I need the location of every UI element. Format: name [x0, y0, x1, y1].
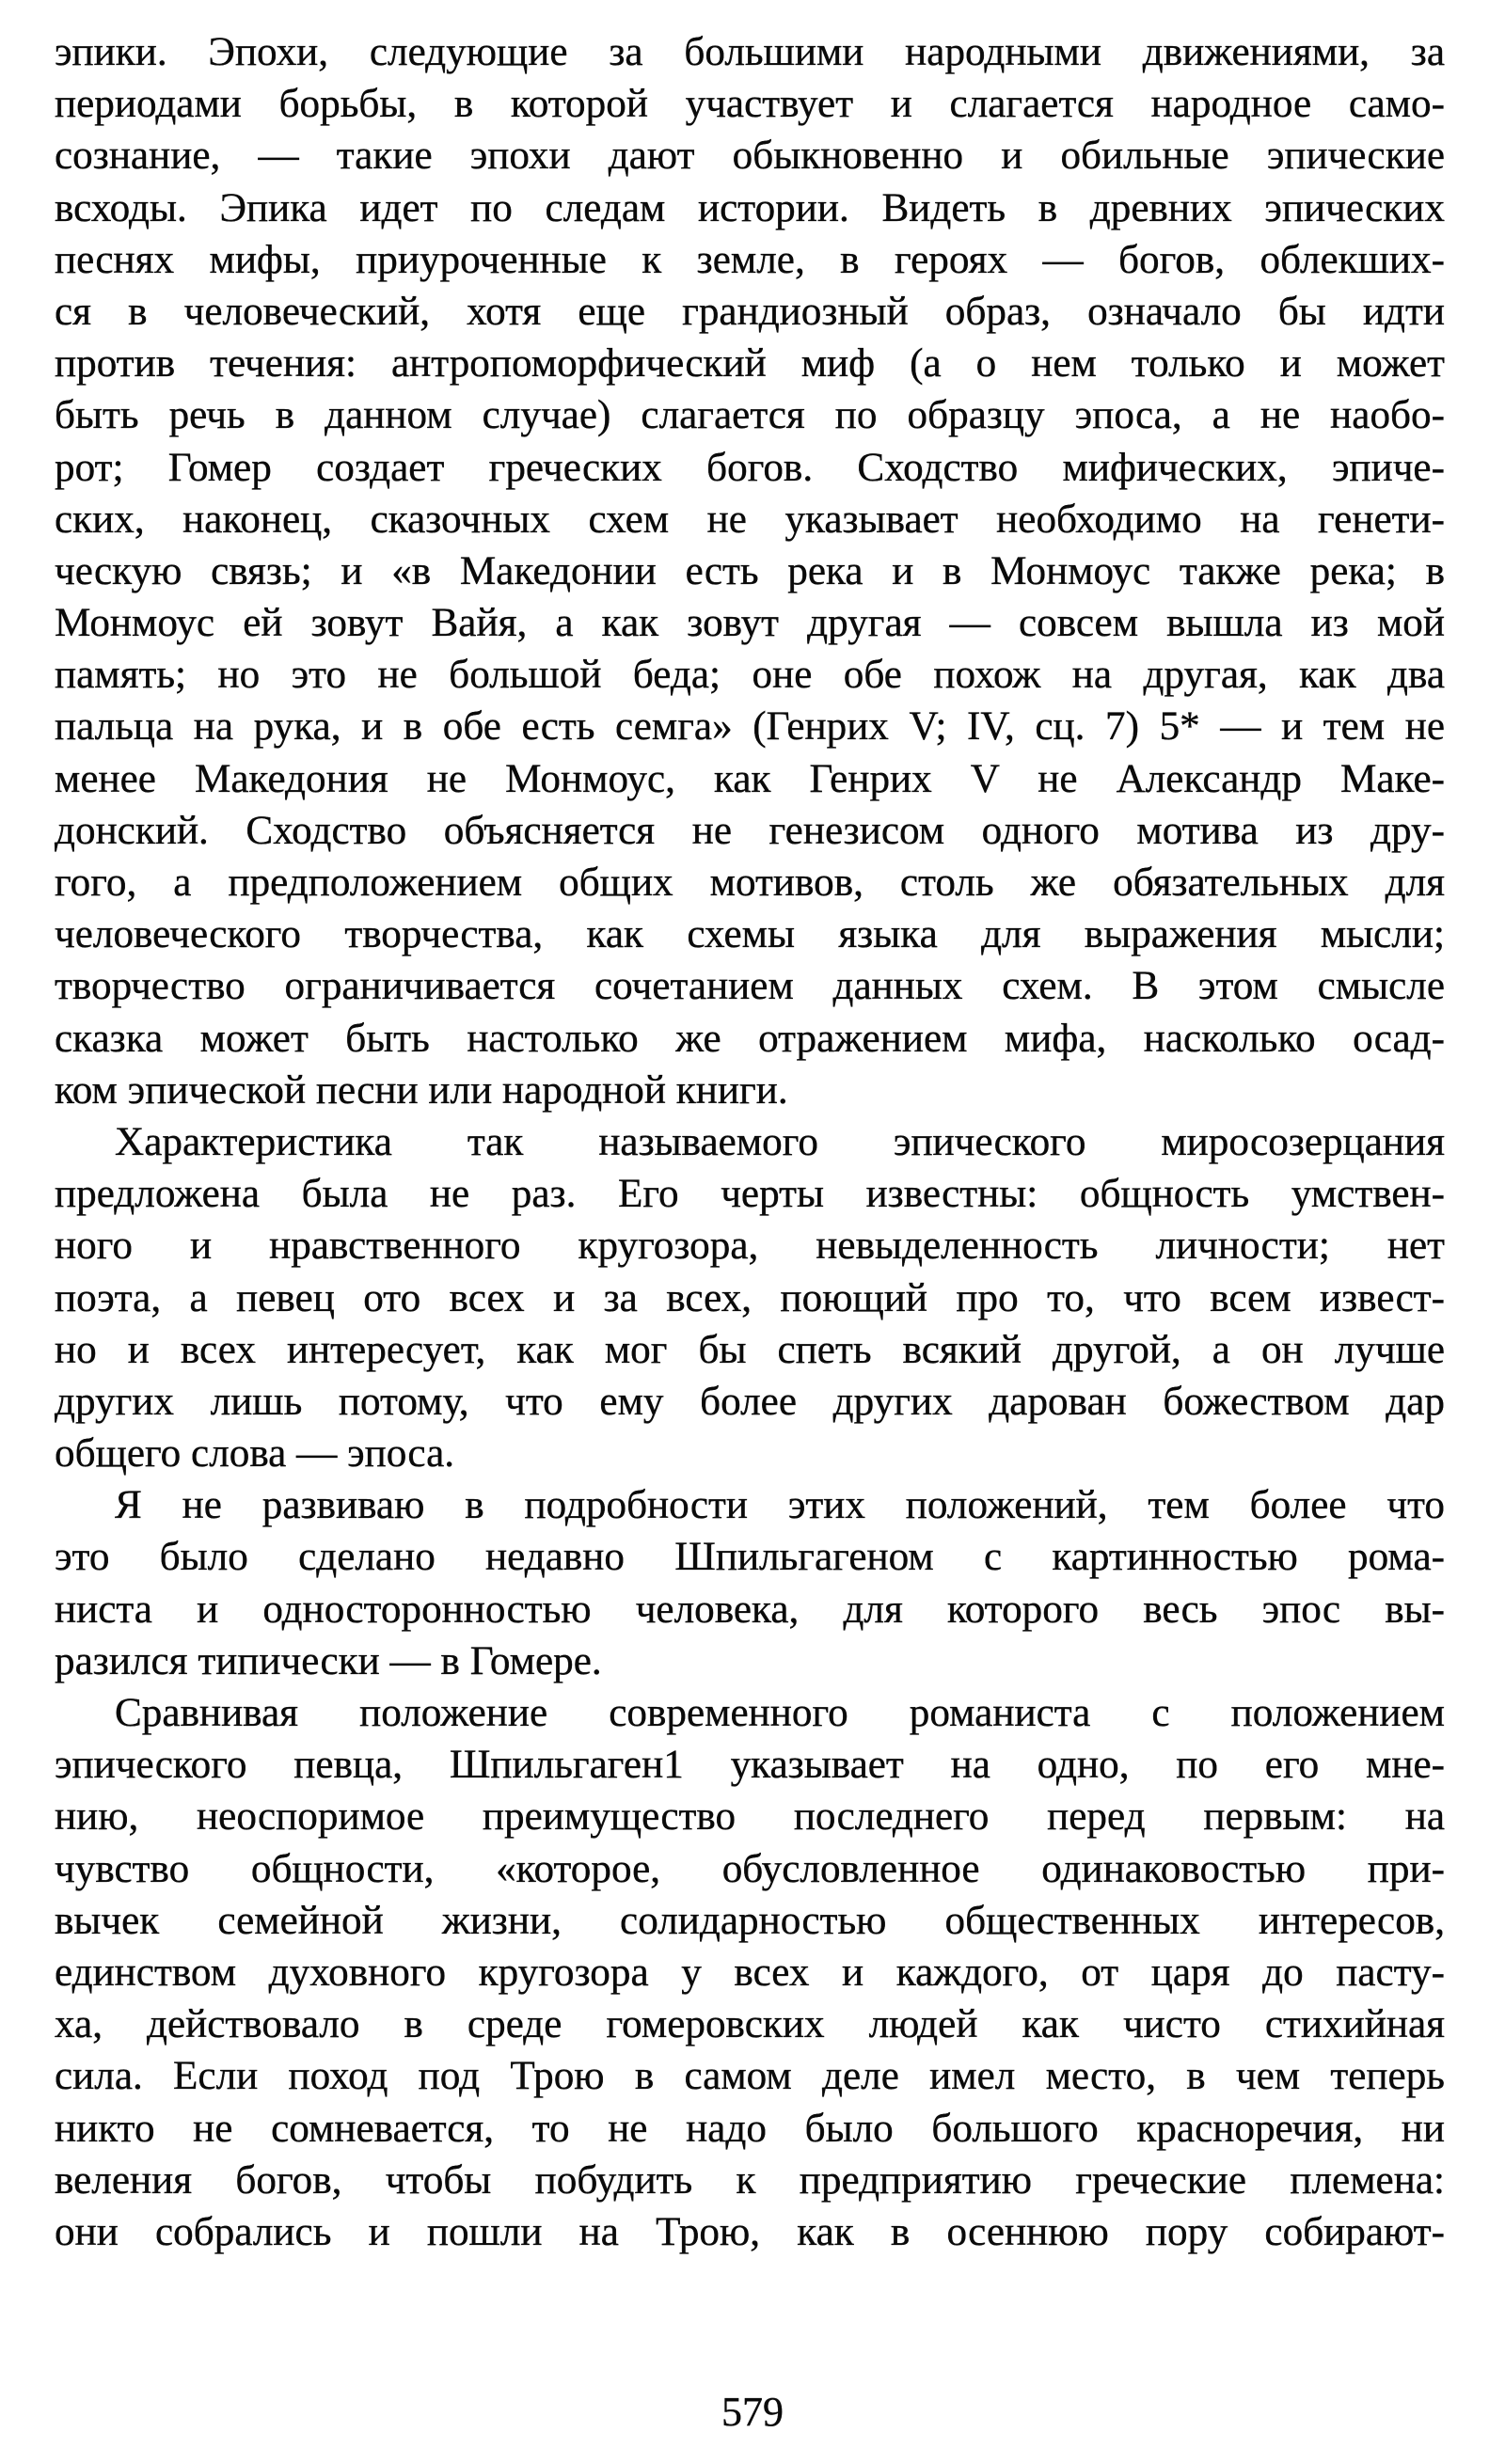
- book-page: [55, 26, 1445, 2434]
- text-line: Монмоус ей зовут Вайя, а как зовут другая — совсем вышла из мой: [55, 601, 1445, 646]
- text-line: Сравнивая положение современного романиста с положением: [115, 1691, 1445, 1735]
- text-line: эпического певца, Шпильгаген1 указывает на одно, по его мне-: [55, 1743, 1445, 1788]
- text-line: но и всех интересует, как мог бы спеть всякий другой, а он лучше: [55, 1327, 1445, 1372]
- text-line: человеческого творчества, как схемы языка для выражения мысли;: [55, 912, 1445, 957]
- text-line: ниста и односторонностью человека, для которого весь эпос вы-: [55, 1587, 1445, 1632]
- paragraph-3: [55, 1479, 1445, 1687]
- text-line: против течения: антропоморфический миф (а о нем только и может: [55, 341, 1445, 387]
- text-line: веления богов, чтобы побудить к предприятию греческие племена:: [55, 2157, 1445, 2203]
- text-line: ческую связь; и «в Македонии есть река и в Монмоус также река; в: [55, 548, 1445, 593]
- text-line: общего слова — эпоса.: [55, 1431, 455, 1477]
- text-line: донский. Сходство объясняется не генезисом одного мотива из дру-: [55, 808, 1445, 853]
- paragraph-1: [55, 26, 1445, 1116]
- text-line: ха, действовало в среде гомеровских людей как чисто стихийная: [55, 2002, 1445, 2047]
- page-number: 579: [721, 2389, 784, 2435]
- text-line: поэта, а певец ото всех и за всех, поющий про то, что всем извест-: [55, 1275, 1445, 1320]
- text-line: чувство общности, «которое, обусловленное одинаковостью при-: [55, 1846, 1445, 1891]
- text-line: разился типически — в Гомере.: [55, 1638, 602, 1683]
- text-line: творчество ограничивается сочетанием данных схем. В этом смысле: [55, 964, 1445, 1009]
- text-line: песнях мифы, приуроченные к земле, в героях — богов, облекших-: [55, 237, 1445, 282]
- text-line: менее Македония не Монмоус, как Генрих V не Александр Маке-: [55, 756, 1445, 801]
- text-line: вычек семейной жизни, солидарностью общественных интересов,: [55, 1898, 1445, 1943]
- text-line: пальца на рука, и в обе есть семга» (Генрих V; IV, сц. 7) 5* — и тем не: [55, 704, 1445, 750]
- text-line: они собрались и пошли на Трою, как в осеннюю пору собирают-: [55, 2209, 1445, 2254]
- text-line: ком эпической песни или народной книги.: [55, 1067, 788, 1113]
- text-line: Я не развиваю в подробности этих положений, тем более что: [115, 1483, 1445, 1528]
- text-line: всходы. Эпика идет по следам истории. Видеть в древних эпических: [55, 185, 1445, 230]
- paragraph-2: [55, 1116, 1445, 1479]
- text-line: Характеристика так называемого эпического миросозерцания: [115, 1119, 1445, 1164]
- text-line: ских, наконец, сказочных схем не указывает необходимо на генети-: [55, 497, 1445, 542]
- text-line: ного и нравственного кругозора, невыделенность личности; нет: [55, 1224, 1445, 1269]
- text-line: предложена была не раз. Его черты известны: общность умствен-: [55, 1172, 1445, 1217]
- text-line: сказка может быть настолько же отражением мифа, насколько осад-: [55, 1016, 1445, 1061]
- text-line: единством духовного кругозора у всех и каждого, от царя до пасту-: [55, 1950, 1445, 1995]
- text-line: память; но это не большой беда; оне обе похож на другая, как два: [55, 653, 1445, 698]
- text-line: рот; Гомер создает греческих богов. Сходство мифических, эпиче-: [55, 445, 1445, 490]
- paragraph-4: [55, 1687, 1445, 2258]
- text-line: быть речь в данном случае) слагается по образцу эпоса, а не наобо-: [55, 393, 1445, 438]
- text-line: эпики. Эпохи, следующие за большими народными движениями, за: [55, 30, 1445, 74]
- text-line: сила. Если поход под Трою в самом деле имел место, в чем теперь: [55, 2054, 1445, 2099]
- text-line: других лишь потому, что ему более других дарован божеством дар: [55, 1379, 1445, 1424]
- text-line: сознание, — такие эпохи дают обыкновенно и обильные эпические: [55, 134, 1445, 179]
- text-line: это было сделано недавно Шпильгагеном с картинностью рома-: [55, 1535, 1445, 1580]
- text-line: гого, а предположением общих мотивов, столь же обязательных для: [55, 861, 1445, 905]
- text-line: ся в человеческий, хотя еще грандиозный образ, означало бы идти: [55, 289, 1445, 334]
- text-line: периодами борьбы, в которой участвует и слагается народное само-: [55, 82, 1445, 127]
- text-line: нию, неоспоримое преимущество последнего перед первым: на: [55, 1794, 1445, 1840]
- text-line: никто не сомневается, то не надо было большого красноречия, ни: [55, 2106, 1445, 2151]
